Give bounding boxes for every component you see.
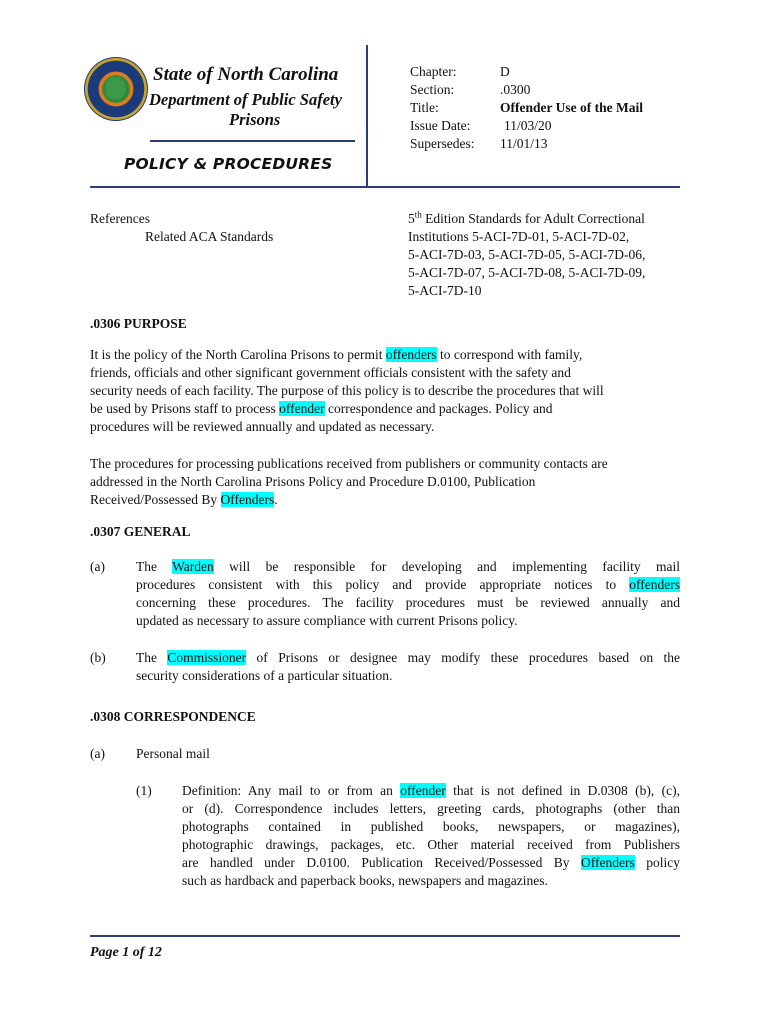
definition-line-1: Definition: Any mail to or from an offender that is not defined in D.0308 (b), (c), xyxy=(182,783,680,798)
purpose-heading: .0306 PURPOSE xyxy=(90,316,187,331)
aca-standards-line-4: 5-ACI-7D-07, 5-ACI-7D-08, 5-ACI-7D-09, xyxy=(408,265,646,280)
definition-line-4: photographic drawings, packages, etc. Other material received from Publishers xyxy=(182,837,680,852)
general-b-line-2: security considerations of a particular situation. xyxy=(136,668,393,683)
definition-line-5: are handled under D.0100. Publication Received/Possessed By Offenders policy xyxy=(182,855,680,870)
division-name: Prisons xyxy=(229,110,281,129)
state-name: State of North Carolina xyxy=(153,64,339,85)
nc-seal-logo xyxy=(84,57,148,121)
purpose-p1-line-3: security needs of each facility. The purpose of this policy is to describe the procedures that will xyxy=(90,383,604,398)
purpose-p2-line-3: Received/Possessed By Offenders. xyxy=(90,492,278,507)
purpose-p1-line-4: be used by Prisons staff to process offender correspondence and packages. Policy and xyxy=(90,401,553,416)
page-number: Page 1 of 12 xyxy=(90,945,162,960)
department-name: Department of Public Safety xyxy=(149,90,342,109)
aca-standards-line-2: Institutions 5-ACI-7D-01, 5-ACI-7D-02, xyxy=(408,229,630,244)
title-value: Offender Use of the Mail xyxy=(500,100,643,115)
highlight-offenders: offenders xyxy=(629,577,680,592)
general-a-marker: (a) xyxy=(90,559,105,574)
chapter-value: D xyxy=(500,64,510,79)
chapter-label: Chapter: xyxy=(410,64,457,79)
general-b-line-1: The Commissioner of Prisons or designee may modify these procedures based on the xyxy=(136,650,680,665)
highlight-warden: Warden xyxy=(172,559,214,574)
header-divider xyxy=(366,45,368,187)
policy-banner: POLICY & PROCEDURES xyxy=(124,155,333,173)
highlight-offender: offender xyxy=(400,783,446,798)
general-a-line-1: The Warden will be responsible for developing and implementing facility mail xyxy=(136,559,680,574)
correspondence-1-marker: (1) xyxy=(136,783,152,798)
general-a-line-4: updated as necessary to assure compliance with current Prisons policy. xyxy=(136,613,518,628)
general-a-line-2: procedures consistent with this policy and provide appropriate notices to offenders xyxy=(136,577,680,592)
aca-standards-line-3: 5-ACI-7D-03, 5-ACI-7D-05, 5-ACI-7D-06, xyxy=(408,247,646,262)
supersedes-value: 11/01/13 xyxy=(500,136,548,151)
general-a-line-3: concerning these procedures. The facility procedures must be reviewed annually and xyxy=(136,595,680,610)
highlight-offenders: Offenders xyxy=(220,492,275,507)
definition-line-3: photographs contained in published books, newspapers, or magazines), xyxy=(182,819,680,834)
definition-line-6: such as hardback and paperback books, newspapers and magazines. xyxy=(182,873,548,888)
purpose-p2-line-2: addressed in the North Carolina Prisons Policy and Procedure D.0100, Publication xyxy=(90,474,536,489)
purpose-p1-line-2: friends, officials and other significant government officials consistent with the safety and xyxy=(90,365,571,380)
section-value: .0300 xyxy=(500,82,531,97)
aca-standards-line-5: 5-ACI-7D-10 xyxy=(408,283,482,298)
purpose-p2-line-1: The procedures for processing publications received from publishers or community contacts are xyxy=(90,456,608,471)
footer-rule xyxy=(90,935,680,937)
correspondence-heading: .0308 CORRESPONDENCE xyxy=(90,709,256,724)
general-heading: .0307 GENERAL xyxy=(90,524,191,539)
header-underline xyxy=(150,140,355,142)
general-b-marker: (b) xyxy=(90,650,106,665)
personal-mail-label: Personal mail xyxy=(136,746,210,761)
highlight-offender: offender xyxy=(279,401,325,416)
purpose-p1-line-1: It is the policy of the North Carolina Prisons to permit offenders to correspond with family, xyxy=(90,347,583,362)
issue-date-label: Issue Date: xyxy=(410,118,471,133)
highlight-offenders: Offenders xyxy=(581,855,635,870)
highlight-offenders: offenders xyxy=(385,347,437,362)
references-label: References xyxy=(90,211,150,226)
references-sublabel: Related ACA Standards xyxy=(145,229,274,244)
highlight-commissioner: Commissioner xyxy=(167,650,247,665)
aca-standards-line-1: 5th Edition Standards for Adult Correctional xyxy=(408,209,645,226)
correspondence-a-marker: (a) xyxy=(90,746,105,761)
supersedes-label: Supersedes: xyxy=(410,136,475,151)
section-label: Section: xyxy=(410,82,455,97)
header-rule xyxy=(90,186,680,188)
purpose-p1-line-5: procedures will be reviewed annually and updated as necessary. xyxy=(90,419,435,434)
issue-date-value: 11/03/20 xyxy=(504,118,552,133)
definition-line-2: or (d). Correspondence includes letters, greeting cards, photographs (other than xyxy=(182,801,680,816)
title-label: Title: xyxy=(410,100,439,115)
